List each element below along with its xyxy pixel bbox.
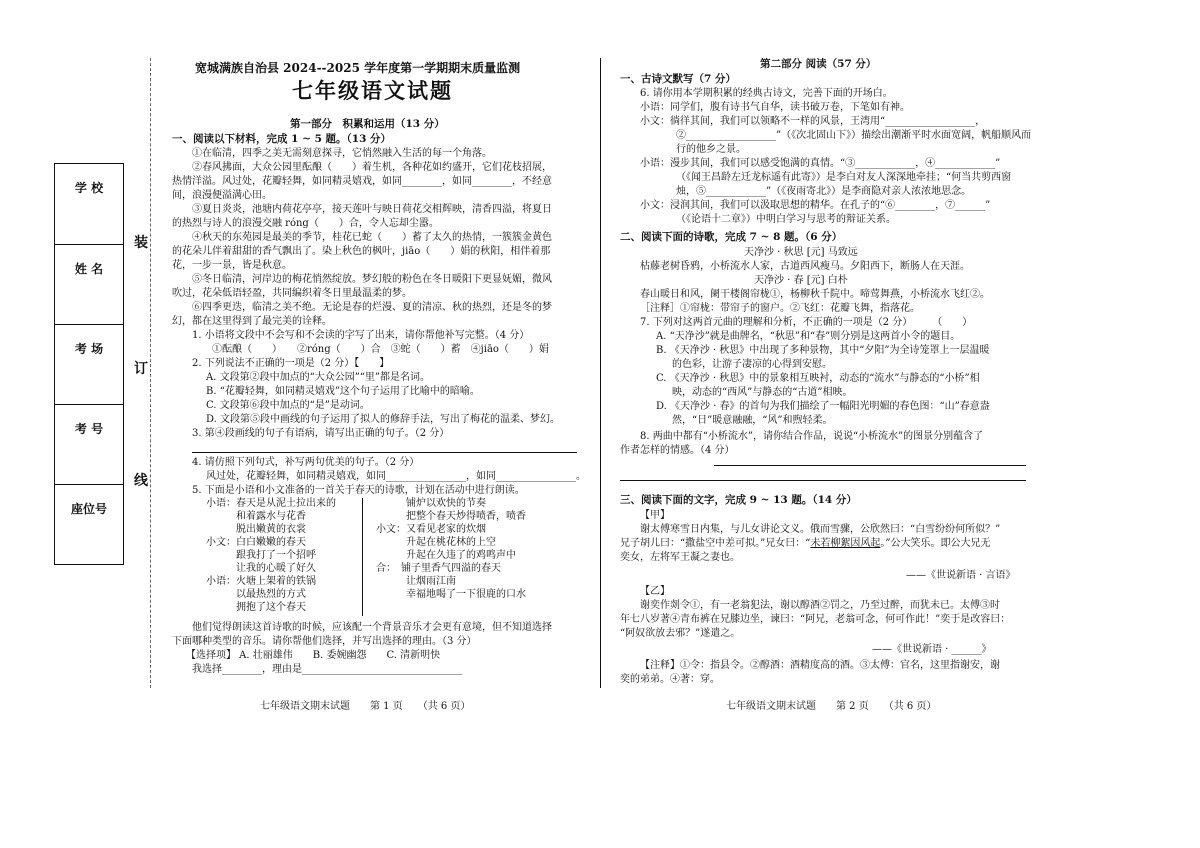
answer-line-q3[interactable] [192, 452, 577, 453]
question-7-option-c-cont: 映，动态的“西风”与静态的“古道”相映。 [672, 387, 853, 398]
seat-number-cell[interactable] [55, 484, 123, 565]
para-4-line3: 花，一步一景，皆是秋意。 [172, 260, 292, 271]
para-1: ①在临清，四季之美无需刻意探寻，它悄然融入生活的每一个角落。 [192, 148, 492, 159]
poem-line: 升起在久违了的鸡鸣声中 [376, 550, 516, 561]
exam-header: 宽城满族自治县 2024--2025 学年度第一学期期末质量监测 [195, 61, 521, 75]
poem1-text: 枯藤老树昏鸦，小桥流水人家，古道西风瘦马。夕阳西下，断肠人在天涯。 [640, 261, 970, 272]
poem-line: 升起在桃花林的上空 [376, 537, 496, 548]
question-2-option-b[interactable]: B. “花瓣轻舞，如同精灵嬉戏”这个句子运用了比喻中的暗喻。 [206, 386, 480, 397]
passage-jia-source: ——《世说新语 · 言语》 [906, 570, 1016, 581]
section-r3-heading: 三、阅读下面的文字，完成 9 ~ 13 题。（14 分） [620, 494, 857, 506]
question-7-option-d-cont: 然，“日”暖意融融，“风”和煦轻柔。 [672, 415, 833, 426]
question-5-text-1: 他们觉得朗读这首诗歌的时候，应该配一个背景音乐才会更有意境，但不知道选择 [192, 622, 552, 633]
poem-note: ［注释］①帘栊：带帘子的窗户。②飞红：花瓣飞舞，指落花。 [640, 303, 920, 314]
binding-char-2: 订 [134, 361, 148, 377]
para-4-line2: 的花朵儿伴着甜甜的香气飘出了。染上秋色的枫叶，jiāo（ ）娟的秋阳，相伴着那 [172, 246, 551, 257]
question-4: 4. 请仿照下列句式，补写两句优美的句子。（2 分） [192, 457, 420, 468]
seat-number-label: 座位号 [70, 502, 107, 516]
question-2: 2. 下列说法不正确的一项是（2 分）【 】 [192, 358, 390, 369]
para-5-line1: ⑤冬日临清，河岸边的梅花悄然绽放。梦幻般的粉色在冬日暖阳下更显妩媚，微风 [192, 274, 552, 285]
para-3-line1: ③夏日炎炎，池塘内荷花亭亭，接天莲叶与映日荷花交相辉映，清香四溢，将夏日 [192, 204, 552, 215]
poem-line: 幸福地喝了一下很鹿的口水 [376, 589, 526, 600]
poem-line: 脱出嫩黄的衣裳 [206, 524, 306, 535]
question-1: 1. 小语将文段中不会写和不会读的字写了出来，请你帮他补写完整。（4 分） [192, 330, 530, 341]
passage-yi-label: 【乙】 [640, 586, 670, 597]
passage-jia-label: 【甲】 [640, 510, 670, 521]
poem-line: 让我的心暖了好久 [206, 563, 316, 574]
question-5-text-2: 下面哪种类型的音乐。请你帮他们选择，并写出选择的理由。（3 分） [172, 636, 477, 647]
poem-line: 拥抱了这个春天 [206, 602, 306, 613]
question-2-option-c[interactable]: C. 文段第⑥段中加点的“是”是动词。 [206, 400, 370, 411]
answer-line-q8-2[interactable] [620, 480, 1026, 481]
para-5-line2: 吹过，花朵低语轻盈，共同编织着冬日里最温柔的梦。 [172, 288, 412, 299]
question-7-option-b-cont: 的色彩，让游子凄凉的心得到安慰。 [672, 359, 832, 370]
student-info-box [54, 163, 124, 565]
opening-line-6: （《闻王昌龄左迁龙标遥有此寄》）是李白对友人深深地牵挂；“何当共剪西窗 [676, 172, 1012, 183]
question-2-option-d[interactable]: D. 文段第⑤段中画线的句子运用了拟人的修辞手法，写出了梅花的温柔、梦幻。 [206, 414, 561, 425]
annotation-line2: 奕的弟弟。④著：穿。 [620, 674, 720, 685]
poem-line: 和着露水与花香 [206, 511, 306, 522]
exam-room-label: 考 场 [74, 342, 104, 356]
opening-line-5[interactable]: 小语：漫步其间，我们可以感受饱满的真情。“③____________，④____________” [640, 158, 1001, 169]
question-4-stem[interactable]: 风过处，花瓣轻舞，如同精灵嬉戏，如同________________，如同________________。 [206, 471, 586, 482]
name-label: 姓 名 [74, 262, 104, 276]
exam-room-cell[interactable] [55, 324, 123, 405]
section-1-heading: 一、阅读以下材料，完成 1 ~ 5 题。（13 分） [172, 133, 392, 145]
poem-line: 小语：火塘上架着的铁锅 [206, 576, 316, 587]
passage-jia-line1: 谢太傅寒雪日内集，与儿女讲论文义。俄而雪骤，公欣然曰：“白雪纷纷何所似？” [640, 524, 1001, 535]
para-2-line1: ②春风拂面，大众公园里酝酿（ ）着生机，各种花如约盛开，它们花枝招展， [192, 162, 552, 173]
binding-char-3: 线 [134, 473, 148, 489]
question-3: 3. 第④段画线的句子有语病，请写出正确的句子。（2 分） [192, 428, 450, 439]
poem-line: 合： 铺子里香气四溢的春天 [376, 563, 501, 574]
question-7-option-b[interactable]: B. 《天净沙 · 秋思》中出现了多种景物，其中“夕阳”为全诗笼罩上一层温暖 [656, 345, 990, 356]
school-label: 学 校 [74, 181, 104, 195]
poem-line: 跟我打了一个招呼 [206, 550, 316, 561]
poem-line: 让烟雨江南 [376, 576, 456, 587]
poem-line: 以最热烈的方式 [206, 589, 306, 600]
section-r2-heading: 二、阅读下面的诗歌，完成 7 ~ 8 题。（6 分） [620, 231, 843, 243]
section-r1-heading: 一、古诗文默写（7 分） [620, 73, 736, 85]
part2-title: 第二部分 阅读（57 分） [760, 58, 877, 70]
poem2-text: 春山暖日和风，阑干楼阁帘栊①，杨柳秋千院中。啼莺舞燕，小桥流水飞红②。 [640, 289, 990, 300]
name-cell[interactable] [55, 244, 123, 325]
passage-jia-line3: 奕女，左将军王凝之妻也。 [620, 552, 740, 563]
passage-yi-line2: 年七八岁著④青布裤在兄膝边坐，谏曰：“阿兄，老翁可念，何可作此！”奕于是改容曰： [620, 614, 1011, 625]
poem-line: 小语：春天是从泥土拉出来的 [206, 498, 336, 509]
opening-line-3[interactable]: ②__________________”（《次北固山下》）描绘出潮渐平时水面宽阔，帆船顺风而 [676, 130, 1032, 141]
question-7: 7. 下列对这两首元曲的理解和分析，不正确的一项是（2 分） （ ） [640, 317, 973, 328]
school-cell[interactable] [55, 164, 123, 244]
question-2-option-a[interactable]: A. 文段第②段中加点的“大众公园”“里”都是名词。 [206, 372, 431, 383]
poem-line: 把整个春天炒得喷香，喷香 [376, 511, 526, 522]
para-3-line2: 的热烈与诗人的浪漫交融 róng（ ）合，令人忘却尘嚣。 [172, 218, 439, 229]
para-2-line3: 间，浪漫便溢满心田。 [172, 190, 272, 201]
passage-jia-line2-a: 兄子胡儿曰：“撒盐空中差可拟。”兄女曰：“ [620, 538, 811, 549]
passage-yi-line1: 谢奕作剡令①，有一老翁犯法，谢以醇酒②罚之，乃至过醉，而犹未已。太傅③时 [640, 600, 1000, 611]
passage-yi-source[interactable]: ——《世说新语 · ______》 [872, 644, 992, 655]
exam-number-cell[interactable] [55, 404, 123, 485]
question-5-options[interactable]: 【选择项】 A. 壮丽雄伟 B. 委婉幽怨 C. 清新明快 [186, 650, 441, 661]
footer-page-1: 七年级语文期末试题 第 1 页 （共 6 页） [260, 701, 471, 712]
underlined-sentence: 未若柳絮因风起 [810, 538, 881, 549]
poem-column-divider [362, 498, 363, 616]
passage-yi-line3: “阿奴欲放去邪？”遂遣之。 [620, 628, 741, 639]
question-7-option-a[interactable]: A. “天净沙”就是曲牌名，“秋思”和“春”则分别是这两首小令的题目。 [656, 331, 961, 342]
part1-title: 第一部分 积累和运用（13 分） [290, 118, 445, 130]
question-8-cont: 作者怎样的情感。（4 分） [620, 445, 735, 456]
poem-line: 小文：白白嫩嫩的春天 [206, 537, 306, 548]
poem-left-column [206, 497, 336, 614]
para-6-line1: ⑥四季更迭，临清之美不绝。无论是春的烂漫、夏的清凉、秋的热烈，还是冬的梦 [192, 302, 552, 313]
poem-right-column [376, 497, 526, 601]
footer-page-2: 七年级语文期末试题 第 2 页 （共 6 页） [726, 701, 937, 712]
exam-number-label: 考 号 [74, 422, 104, 436]
question-6: 6. 请你用本学期积累的经典古诗文，完善下面的开场白。 [640, 88, 893, 99]
para-4-line1: ④秋天的东苑园是最美的季节，桂花已蛇（ ）蓄了太久的热情，一簇簇金黄色 [192, 232, 552, 243]
opening-line-8[interactable]: 小文：浸润其间，我们可以汲取思想的精华。在孔子的“⑥________，⑦______” [640, 200, 991, 211]
para-6-line2: 幻，都在这里得到了最完美的诠释。 [172, 316, 332, 327]
annotation-line1: 【注释】①令：指县令。②醇酒：酒精度高的酒。③太傅：官名，这里指谢安，谢 [640, 660, 1000, 671]
para-2-line2: 热情洋溢。风过处，花瓣轻舞，如同精灵嬉戏，如同________，如同________，不经意 [172, 176, 552, 187]
passage-jia-line2-b: 。”公大笑乐。即公大兄无 [880, 538, 991, 549]
question-7-option-d[interactable]: D. 《天净沙 · 春》的首句为我们描绘了一幅阳光明媚的春色图：“山”春意盎 [656, 401, 990, 412]
passage-jia-line2 [620, 537, 990, 550]
question-1-blanks[interactable]: ①酝酿（ ） ②róng（ ）合 ③蛇（ ）蓄 ④jiāo（ ）娟 [212, 344, 549, 355]
poem1-title: 天净沙 · 秋思 [元] 马致远 [744, 247, 858, 258]
poem2-title: 天净沙 · 春 [元] 白朴 [754, 275, 848, 286]
poem-line: 小文：又看见老家的炊烟 [376, 524, 486, 535]
question-5: 5. 下面是小语和小文准备的一首关于春天的诗歌，计划在活动中进行朗读。 [192, 485, 525, 496]
opening-line-4: 行的他乡之景。 [676, 144, 746, 155]
page-divider [600, 58, 601, 688]
opening-line-2[interactable]: 小文：徜徉其间，我们可以领略不一样的风景，王湾用“__________________， [640, 116, 986, 127]
exam-title: 七年级语文试题 [292, 78, 453, 103]
opening-line-9: （《论语十二章》）中明白学习与思考的辩证关系。 [676, 214, 896, 225]
opening-line-7[interactable]: 烛，⑤____________”（《夜雨寄北》）是李商隐对亲人浓浓地思念。 [676, 186, 972, 197]
question-8: 8. 两曲中都有“小桥流水”，请你结合作品，说说“小桥流水”的图景分别蕴含了 [640, 431, 984, 442]
opening-line-1: 小语：同学们，腹有诗书气自华，读书破万卷，下笔如有神。 [640, 102, 910, 113]
poem-line: 铺炉以欢快的节奏 [376, 498, 486, 509]
question-7-option-c[interactable]: C. 《天净沙 · 秋思》中的景象相互映衬，动态的“流水”与静态的“小桥”相 [656, 373, 980, 384]
binding-char-1: 装 [134, 235, 148, 251]
binding-line [150, 58, 151, 688]
question-5-answer[interactable]: 我选择________，理由是________________________________ [192, 664, 462, 675]
answer-line-q8-1[interactable] [714, 465, 1026, 466]
